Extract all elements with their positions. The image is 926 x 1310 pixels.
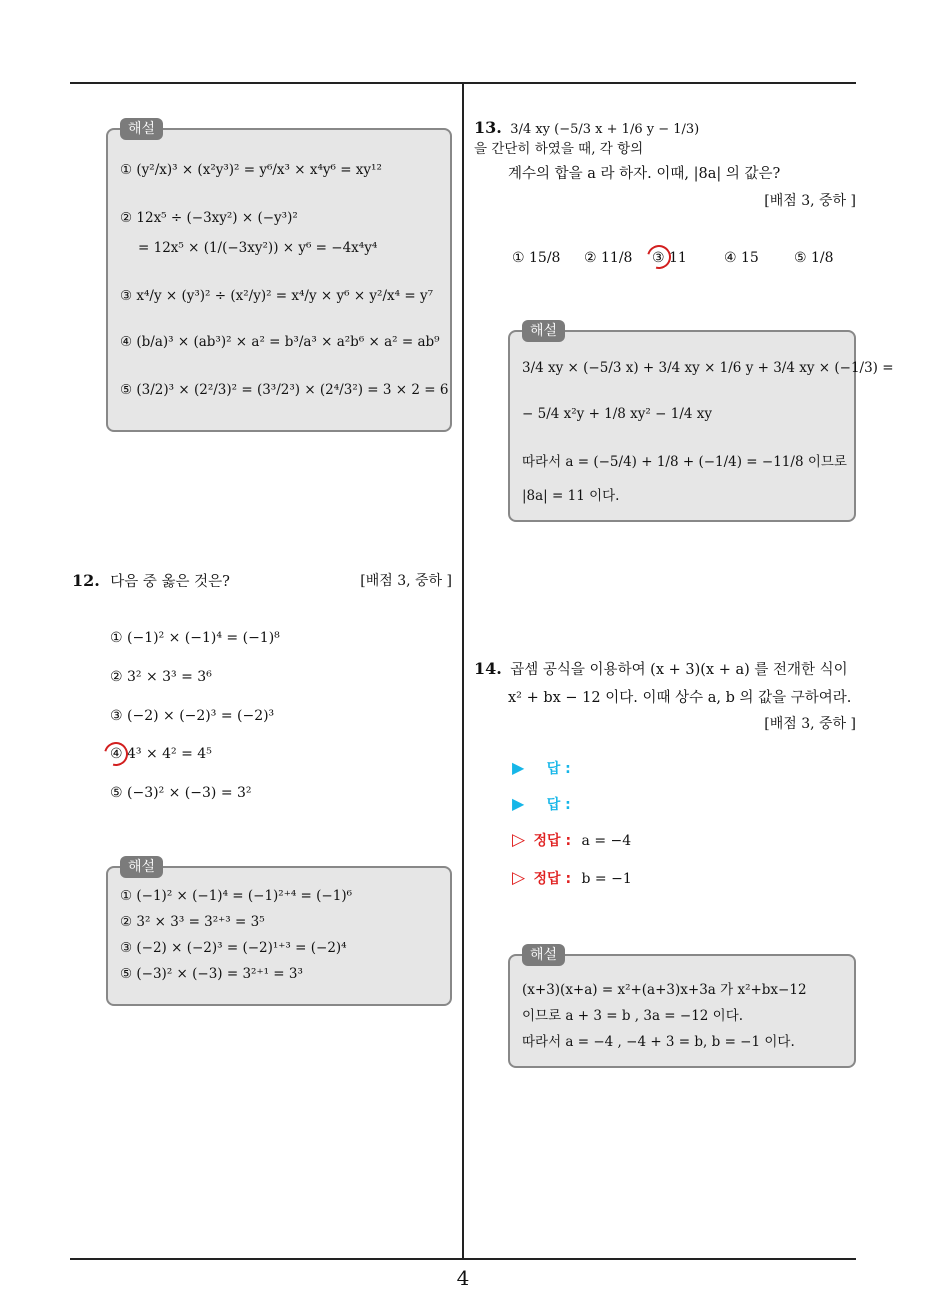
- correct-answer-row-1: [512, 830, 631, 850]
- q14-explanation-box: [508, 947, 856, 1068]
- answer-circle-mark: [100, 738, 133, 771]
- score-meta: [배점 3, 중하 ]: [360, 573, 452, 589]
- explanation-line: |8a| = 11 이다.: [522, 488, 620, 504]
- choice-3[interactable]: ③ (−2) × (−2)³ = (−2)³: [110, 708, 275, 724]
- question-number: 13.: [474, 118, 502, 137]
- explanation-line: ① (−1)² × (−1)⁴ = (−1)²⁺⁴ = (−1)⁶: [120, 888, 352, 904]
- explanation-line: ② 3² × 3³ = 3²⁺³ = 3⁵: [120, 914, 265, 930]
- column-divider: [462, 82, 464, 1260]
- explanation-tag: 해설: [522, 320, 565, 342]
- explanation-tag: 해설: [120, 118, 163, 140]
- explanation-line: 따라서 a = (−5/4) + 1/8 + (−1/4) = −11/8 이므로: [522, 454, 847, 470]
- outline-arrow-icon: ▷: [512, 830, 526, 850]
- choice-5[interactable]: ⑤ (−3)² × (−3) = 3²: [110, 785, 252, 801]
- explanation-line: 이므로 a + 3 = b , 3a = −12 이다.: [522, 1008, 744, 1024]
- q12-explanation-box: [106, 859, 452, 1006]
- explanation-tag: 해설: [522, 944, 565, 966]
- explanation-line: ⑤ (−3)² × (−3) = 3²⁺¹ = 3³: [120, 966, 303, 982]
- choice-2[interactable]: ② 3² × 3³ = 3⁶: [110, 669, 212, 685]
- explanation-tag: 해설: [120, 856, 163, 878]
- explanation-line: ③ x⁴/y × (y³)² ÷ (x²/y)² = x⁴/y × y⁶ × y²/x⁴ = y⁷: [120, 288, 433, 304]
- score-meta: [배점 3, 중하 ]: [764, 716, 856, 732]
- answer-row-2: [512, 794, 571, 814]
- explanation-line: ② 12x⁵ ÷ (−3xy²) × (−y³)²: [120, 210, 298, 226]
- choice-4[interactable]: ④ 4³ × 4² = 4⁵: [110, 746, 212, 762]
- question-number: 12.: [72, 571, 100, 590]
- choice-5[interactable]: ⑤ 1/8: [794, 250, 834, 266]
- play-arrow-icon: ▶: [512, 794, 525, 813]
- question-text: 다음 중 옳은 것은?: [110, 574, 230, 590]
- q11-explanation-box: [106, 121, 452, 432]
- choice-1[interactable]: ① (−1)² × (−1)⁴ = (−1)⁸: [110, 630, 280, 646]
- explanation-line: = 12x⁵ × (1/(−3xy²)) × y⁶ = −4x⁴y⁴: [138, 240, 378, 256]
- correct-label: 정답 :: [533, 833, 572, 849]
- correct-value: b = −1: [581, 871, 632, 887]
- correct-answer-row-2: [512, 868, 632, 888]
- answer-label: 답 :: [546, 797, 571, 813]
- explanation-line: 따라서 a = −4 , −4 + 3 = b, b = −1 이다.: [522, 1034, 795, 1050]
- explanation-line: ③ (−2) × (−2)³ = (−2)¹⁺³ = (−2)⁴: [120, 940, 347, 956]
- question-text: 곱셈 공식을 이용하여 (x + 3)(x + a) 를 전개한 식이: [510, 662, 848, 678]
- q13-header: [474, 118, 860, 157]
- explanation-line: ④ (b/a)³ × (ab³)² × a² = b³/a³ × a²b⁶ × a² = ab⁹: [120, 334, 440, 350]
- play-arrow-icon: ▶: [512, 758, 525, 777]
- answer-circle-mark: [643, 241, 676, 274]
- choice-3[interactable]: ③ 11: [652, 250, 687, 266]
- answer-label: 답 :: [546, 761, 571, 777]
- choice-4[interactable]: ④ 15: [724, 250, 759, 266]
- question-text: 을 간단히 하였을 때, 각 항의: [474, 141, 644, 157]
- question-expression: 3/4 xy (−5/3 x + 1/6 y − 1/3): [510, 122, 700, 137]
- choice-1[interactable]: ① 15/8: [512, 250, 561, 266]
- choice-2[interactable]: ② 11/8: [584, 250, 633, 266]
- q14-header: [474, 658, 860, 679]
- page-number: 4: [456, 1266, 470, 1290]
- explanation-line: − 5/4 x²y + 1/8 xy² − 1/4 xy: [522, 406, 712, 422]
- score-meta: [배점 3, 중하 ]: [764, 193, 856, 209]
- q13-explanation-box: [508, 323, 894, 522]
- explanation-line: (x+3)(x+a) = x²+(a+3)x+3a 가 x²+bx−12: [522, 982, 807, 998]
- question-text-line2: 계수의 합을 a 라 하자. 이때, |8a| 의 값은?: [508, 166, 781, 182]
- bottom-rule: [70, 1258, 856, 1260]
- q12-header: [72, 570, 452, 591]
- correct-value: a = −4: [581, 833, 632, 849]
- explanation-line: ⑤ (3/2)³ × (2²/3)² = (3³/2³) × (2⁴/3²) = 3 × 2 = 6: [120, 382, 449, 398]
- question-text-line2: x² + bx − 12 이다. 이때 상수 a, b 의 값을 구하여라.: [508, 690, 852, 706]
- explanation-line: 3/4 xy × (−5/3 x) + 3/4 xy × 1/6 y + 3/4 xy × (−1/3) =: [522, 360, 894, 376]
- outline-arrow-icon: ▷: [512, 868, 526, 888]
- answer-row-1: [512, 758, 571, 778]
- correct-label: 정답 :: [533, 871, 572, 887]
- explanation-line: ① (y²/x)³ × (x²y³)² = y⁶/x³ × x⁴y⁶ = xy¹²: [120, 162, 382, 178]
- question-number: 14.: [474, 659, 502, 678]
